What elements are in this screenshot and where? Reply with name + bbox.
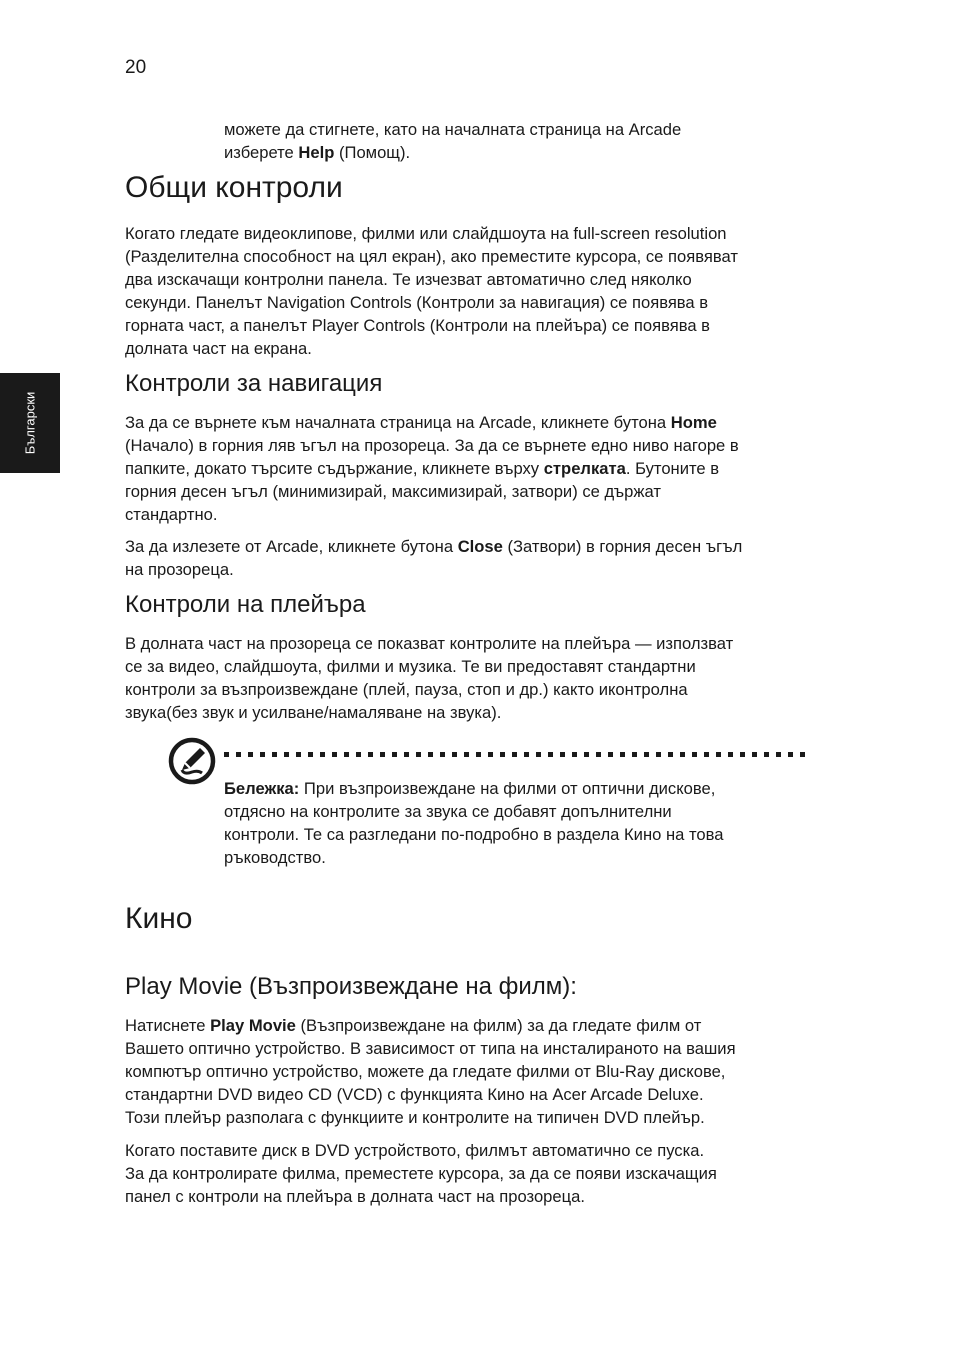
text-line: се за видео, слайдшоута, филми и музика. Те ви предоставят стандартни xyxy=(125,657,696,676)
text-line: Този плейър разполага с функциите и контролите на типичен DVD плейър. xyxy=(125,1108,705,1127)
text-line: (Начало) в горния ляв ъгъл на прозореца. За да се върнете едно ниво нагоре в xyxy=(125,436,739,455)
text-line: За да контролирате филма, преместете курсора, за да се появи изскачащия xyxy=(125,1164,717,1183)
bold-term: Close xyxy=(457,537,503,556)
note-paragraph xyxy=(224,777,723,869)
player-controls-paragraph xyxy=(125,632,733,724)
bold-term: Бележка: xyxy=(224,779,300,798)
text-line: папките, докато търсите съдържание, кликнете върху стрелката. Бутоните в xyxy=(125,459,720,478)
text-line: компютър оптично устройство, можете да гледате филми от Blu-Ray дискове, xyxy=(125,1062,726,1081)
text-line: звука(без звук и усилване/намаляване на звука). xyxy=(125,703,502,722)
play-movie-heading: Play Movie (Възпроизвеждане на филм): xyxy=(125,973,577,1000)
play-movie-paragraph-2 xyxy=(125,1139,717,1208)
text-line: на прозореца. xyxy=(125,560,234,579)
navigation-controls-paragraph-1 xyxy=(125,411,739,526)
bold-term: стрелката xyxy=(543,459,626,478)
text-line: За да се върнете към началната страница на Arcade, кликнете бутона Home xyxy=(125,413,717,432)
text-line: панел с контроли на плейъра в долната част на прозореца. xyxy=(125,1187,585,1206)
text-line: изберете Help (Помощ). xyxy=(224,143,411,162)
cinema-heading: Кино xyxy=(125,902,193,935)
note-dotted-divider xyxy=(224,752,810,757)
page-number: 20 xyxy=(125,57,147,78)
navigation-controls-heading: Контроли за навигация xyxy=(125,370,383,397)
text-line: Когато гледате видеоклипове, филми или слайдшоута на full-screen resolution xyxy=(125,224,727,243)
note-pen-icon xyxy=(168,737,216,785)
bold-term: Home xyxy=(670,413,717,432)
player-controls-heading: Контроли на плейъра xyxy=(125,591,366,618)
text-line: долната част на екрана. xyxy=(125,339,312,358)
text-line: стандартни DVD видео CD (VCD) с функцията Кино на Acer Arcade Deluxe. xyxy=(125,1085,704,1104)
text-line: Когато поставите диск в DVD устройството, филмът автоматично се пуска. xyxy=(125,1141,705,1160)
text-line: Вашето оптично устройство. В зависимост от типа на инсталираното на вашия xyxy=(125,1039,736,1058)
text-line: ръководство. xyxy=(224,848,326,867)
general-controls-paragraph xyxy=(125,222,738,360)
general-controls-heading: Общи контроли xyxy=(125,171,343,204)
text-line: Бележка: При възпроизвеждане на филми от оптични дискове, xyxy=(224,779,716,798)
bold-term: Play Movie xyxy=(210,1016,296,1035)
intro-paragraph xyxy=(224,118,681,164)
text-line: отдясно на контролите за звука се добавят допълнителни xyxy=(224,802,672,821)
text-line: можете да стигнете, като на началната страница на Arcade xyxy=(224,120,682,139)
navigation-controls-paragraph-2 xyxy=(125,535,742,581)
text-line: контроли. Те са разгледани по-подробно в раздела Кино на това xyxy=(224,825,724,844)
text-line: стандартно. xyxy=(125,505,218,524)
text-line: горната част, а панелът Player Controls (Контроли на плейъра) се появява в xyxy=(125,316,710,335)
text-line: контроли за възпроизвеждане (плей, пауза, стоп и др.) както иконтролна xyxy=(125,680,688,699)
text-line: За да излезете от Arcade, кликнете бутона Close (Затвори) в горния десен ъгъл xyxy=(125,537,743,556)
text-line: горния десен ъгъл (минимизирай, максимизирай, затвори) се държат xyxy=(125,482,661,501)
side-tab-label: Български xyxy=(22,391,38,455)
text-line: В долната част на прозореца се показват контролите на плейъра — използват xyxy=(125,634,734,653)
language-side-tab xyxy=(0,373,60,473)
text-line: два изскачащи контролни панела. Те изчезват автоматично след няколко xyxy=(125,270,692,289)
play-movie-paragraph-1 xyxy=(125,1014,736,1129)
bold-term: Help xyxy=(298,143,335,162)
text-line: (Разделителна способност на цял екран), ако преместите курсора, се появяват xyxy=(125,247,738,266)
text-line: Натиснете Play Movie (Възпроизвеждане на филм) за да гледате филм от xyxy=(125,1016,702,1035)
text-line: секунди. Панелът Navigation Controls (Контроли за навигация) се появява в xyxy=(125,293,709,312)
